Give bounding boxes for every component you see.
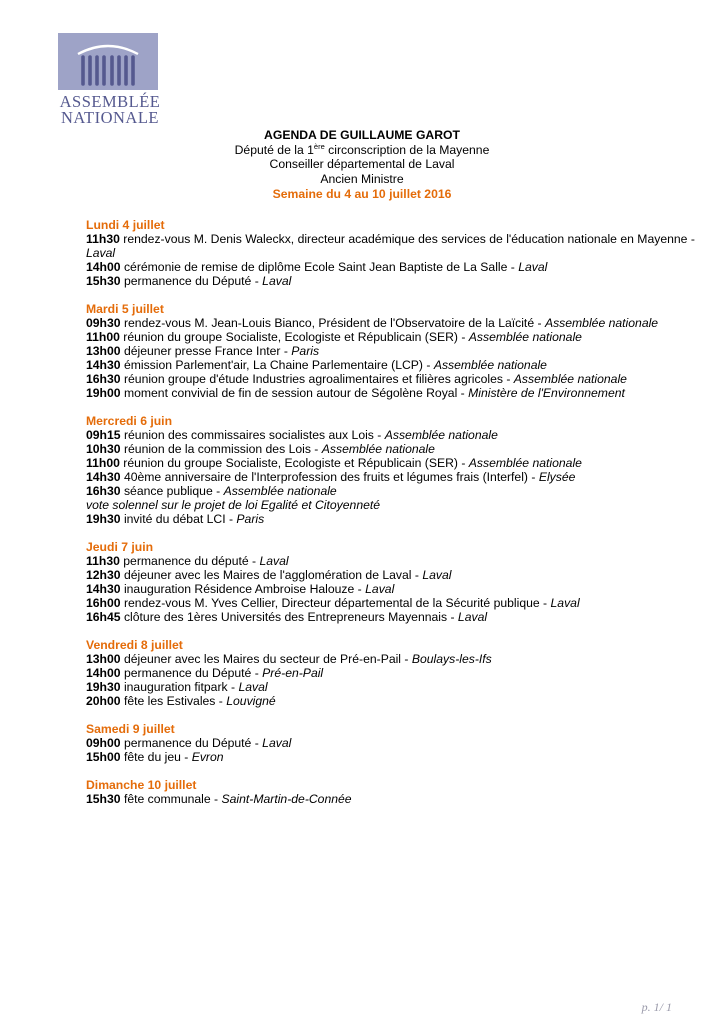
council-line: Conseiller départemental de Laval [269, 157, 455, 171]
event-time: 15h30 [86, 274, 121, 288]
event-description: inauguration fitpark - [120, 680, 239, 694]
agenda-event [86, 344, 696, 358]
event-place: Ministère de l'Environnement [468, 386, 625, 400]
event-time: 13h00 [86, 652, 121, 666]
event-time: 20h00 [86, 694, 121, 708]
agenda-event [86, 792, 696, 806]
event-description: moment convivial de fin de session autour de Ségolène Royal - [120, 386, 469, 400]
event-description: séance publique - [120, 484, 224, 498]
event-place: Pré-en-Pail [262, 666, 324, 680]
event-place: Laval [262, 274, 292, 288]
agenda-event [86, 386, 696, 400]
event-description: réunion du groupe Socialiste, Ecologiste et Républicain (SER) - [119, 456, 469, 470]
event-place: Laval [518, 260, 548, 274]
event-time: 19h00 [86, 386, 121, 400]
event-place: Assemblée nationale [223, 484, 337, 498]
logo-text-line2: NATIONALE [61, 108, 159, 127]
page-number: p. 1/ 1 [641, 1000, 672, 1014]
day-title: Mercredi 6 juin [86, 414, 173, 428]
event-description: permanence du Député - [120, 274, 263, 288]
event-description: émission Parlement'air, La Chaine Parlementaire (LCP) - [120, 358, 434, 372]
agenda-title: AGENDA DE GUILLAUME GAROT [264, 128, 460, 142]
deputy-line-sup: ère [313, 141, 325, 151]
event-place: Assemblée nationale [468, 456, 582, 470]
day-title: Samedi 9 juillet [86, 722, 175, 736]
logo-text-line1: ASSEMBLÉE [59, 92, 161, 111]
event-description: déjeuner avec les Maires du secteur de Pré-en-Pail - [120, 652, 412, 666]
agenda-day [86, 302, 696, 400]
former-minister-line: Ancien Ministre [320, 171, 404, 186]
agenda-event [86, 666, 696, 680]
event-place: Laval [550, 596, 580, 610]
event-place: Laval [262, 736, 292, 750]
event-time: 14h30 [86, 470, 121, 484]
event-place: Laval [238, 680, 268, 694]
agenda-event [86, 372, 696, 386]
event-place: Louvigné [226, 694, 276, 708]
day-title: Lundi 4 juillet [86, 218, 165, 232]
event-description: 40ème anniversaire de l'Interprofession des fruits et légumes frais (Interfel) - [120, 470, 539, 484]
event-time: 19h30 [86, 512, 121, 526]
event-time: 14h30 [86, 358, 121, 372]
event-description: réunion de la commission des Lois - [120, 442, 322, 456]
event-time: 16h30 [86, 372, 121, 386]
agenda-event [86, 568, 696, 582]
day-title: Dimanche 10 juillet [86, 778, 197, 792]
event-description: clôture des 1ères Universités des Entrepreneurs Mayennais - [120, 610, 458, 624]
event-description: déjeuner presse France Inter - [120, 344, 292, 358]
agenda-day [86, 414, 696, 526]
event-time: 15h30 [86, 792, 121, 806]
agenda-event [86, 680, 696, 694]
event-description: rendez-vous M. Denis Waleckx, directeur académique des services de l'éducation nationale en Mayenne - [119, 232, 695, 246]
event-time: 10h30 [86, 442, 121, 456]
agenda-event [86, 750, 696, 764]
event-description: fête du jeu - [120, 750, 192, 764]
event-place: Laval [457, 610, 488, 624]
event-place: Boulays-les-Ifs [411, 652, 492, 666]
event-description: rendez-vous M. Yves Cellier, Directeur départemental de la Sécurité publique - [120, 596, 551, 610]
agenda-event [86, 736, 696, 750]
logo-emblem [58, 33, 158, 90]
event-time: 19h30 [86, 680, 121, 694]
day-title: Mardi 5 juillet [86, 302, 164, 316]
agenda-event [86, 274, 696, 288]
event-place: Paris [236, 512, 265, 526]
event-time: 15h00 [86, 750, 121, 764]
event-description: inauguration Résidence Ambroise Halouze - [120, 582, 366, 596]
event-place: Assemblée nationale [384, 428, 498, 442]
agenda-day [86, 778, 696, 806]
agenda-event [86, 610, 696, 624]
agenda-event [86, 484, 696, 498]
event-description: réunion groupe d'étude Industries agroalimentaires et filières agricoles - [120, 372, 514, 386]
agenda-event [86, 358, 696, 372]
agenda-event [86, 694, 696, 708]
agenda-event [86, 442, 696, 456]
day-title: Vendredi 8 juillet [86, 638, 183, 652]
event-place: Assemblée nationale [321, 442, 435, 456]
event-time: 11h30 [86, 554, 120, 568]
event-note: vote solennel sur le projet de loi Egalité et Citoyenneté [86, 498, 381, 512]
event-time: 14h00 [86, 666, 121, 680]
event-time: 09h00 [86, 736, 121, 750]
agenda-event [86, 554, 696, 568]
agenda-event [86, 316, 696, 330]
agenda-day [86, 722, 696, 764]
deputy-line-post: circonscription de la Mayenne [324, 142, 490, 157]
event-place: Laval [365, 582, 395, 596]
event-time: 12h30 [86, 568, 121, 582]
event-description: permanence du Député - [120, 666, 263, 680]
event-time: 11h00 [86, 456, 120, 470]
event-place: Elysée [538, 470, 576, 484]
event-place: Assemblée nationale [433, 358, 547, 372]
deputy-line [0, 143, 724, 158]
event-time: 16h30 [86, 484, 121, 498]
event-description: permanence du Député - [120, 736, 263, 750]
day-title: Jeudi 7 juin [86, 540, 154, 554]
agenda-event [86, 652, 696, 666]
event-place: Assemblée nationale [513, 372, 627, 386]
event-place: Laval [86, 246, 116, 260]
agenda-day [86, 638, 696, 708]
event-description: réunion du groupe Socialiste, Ecologiste et Républicain (SER) - [119, 330, 469, 344]
event-time: 16h00 [86, 596, 121, 610]
event-place: Laval [259, 554, 289, 568]
agenda-day [86, 540, 696, 624]
event-time: 16h45 [86, 610, 121, 624]
document-header [0, 128, 724, 202]
assemblee-nationale-logo [58, 33, 162, 125]
event-description: rendez-vous M. Jean-Louis Bianco, Président de l'Observatoire de la Laïcité - [120, 316, 545, 330]
event-description: fête communale - [120, 792, 222, 806]
agenda-event [86, 512, 696, 526]
agenda-event [86, 428, 696, 442]
event-time: 11h00 [86, 330, 120, 344]
agenda-day [86, 218, 696, 288]
event-place: Assemblée nationale [544, 316, 659, 330]
agenda-event [86, 232, 696, 260]
event-place: Evron [191, 750, 224, 764]
event-time: 09h30 [86, 316, 121, 330]
event-time: 14h00 [86, 260, 121, 274]
event-place: Assemblée nationale [468, 330, 582, 344]
agenda-event [86, 456, 696, 470]
event-place: Saint-Martin-de-Connée [221, 792, 352, 806]
agenda-event [86, 582, 696, 596]
event-time: 14h30 [86, 582, 121, 596]
event-place: Laval [422, 568, 452, 582]
event-description: permanence du député - [119, 554, 260, 568]
event-time: 09h15 [86, 428, 121, 442]
agenda-event [86, 596, 696, 610]
event-description: fête les Estivales - [120, 694, 227, 708]
agenda-event [86, 260, 696, 274]
event-description: invité du débat LCI - [120, 512, 237, 526]
agenda-list [86, 218, 696, 820]
event-time: 13h00 [86, 344, 121, 358]
event-description: cérémonie de remise de diplôme Ecole Saint Jean Baptiste de La Salle - [120, 260, 519, 274]
week-range: Semaine du 4 au 10 juillet 2016 [272, 187, 452, 201]
event-time: 11h30 [86, 232, 120, 246]
event-description: déjeuner avec les Maires de l'agglomération de Laval - [120, 568, 423, 582]
event-place: Paris [291, 344, 320, 358]
agenda-event [86, 330, 696, 344]
deputy-line-pre: Député de la 1 [234, 142, 314, 157]
event-description: réunion des commissaires socialistes aux Lois - [120, 428, 385, 442]
hemicycle-columns-icon [58, 33, 158, 90]
agenda-event [86, 470, 696, 484]
